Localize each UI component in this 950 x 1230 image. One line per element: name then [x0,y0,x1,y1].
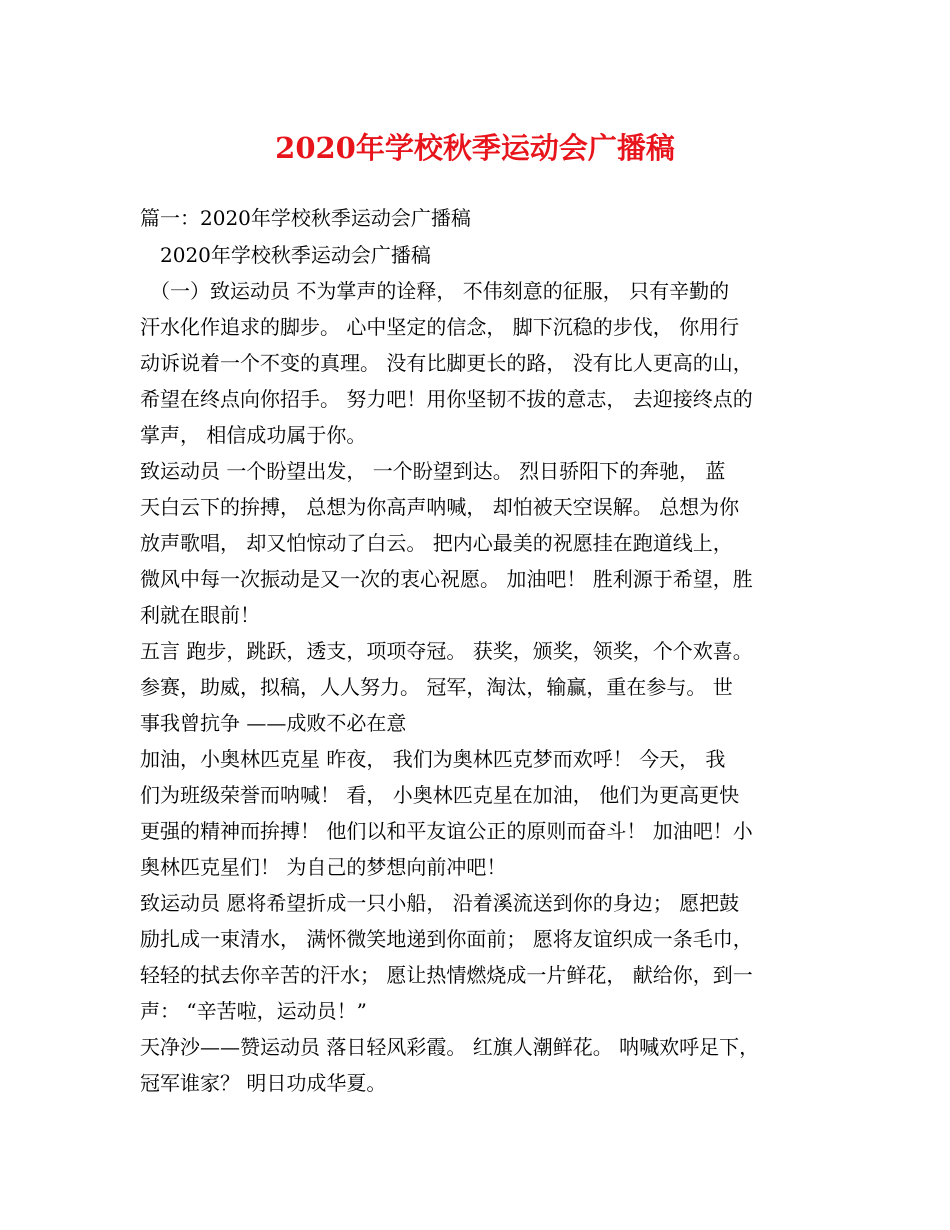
text-line: （一）致运动员 不为掌声的诠释， 不伟刻意的征服， 只有辛勤的 [140,279,730,303]
text-line: 励扎成一束清水， 满怀微笑地递到你面前； 愿将友谊织成一条毛巾， [140,927,753,951]
text-line: 动诉说着一个不变的真理。 没有比脚更长的路， 没有比人更高的山， [140,351,753,375]
text-line: 们为班级荣誉而呐喊！ 看， 小奥林匹克星在加油， 他们为更高更快 [140,783,740,807]
text-line: 五言 跑步，跳跃，透支，项项夺冠。 获奖，颁奖，领奖，个个欢喜。 [140,639,753,663]
text-line: 奥林匹克星们！ 为自己的梦想向前冲吧！ [140,855,507,879]
text-line: 致运动员 一个盼望出发， 一个盼望到达。 烈日骄阳下的奔驰， 蓝 [140,459,726,483]
text-line: 篇一：2020年学校秋季运动会广播稿 [140,206,471,230]
text-line: 轻轻的拭去你辛苦的汗水； 愿让热情燃烧成一片鲜花， 献给你，到一 [140,963,753,987]
text-line: 希望在终点向你招手。 努力吧！用你坚韧不拔的意志， 去迎接终点的 [140,387,753,411]
text-line: 致运动员 愿将希望折成一只小船， 沿着溪流送到你的身边； 愿把鼓 [140,891,740,915]
text-line: 利就在眼前！ [140,603,260,627]
text-line: 事我曾抗争 ——成败不必在意 [140,711,407,735]
text-line: 参赛，助威，拟稿，人人努力。 冠军，淘汰，输赢，重在参与。 世 [140,675,733,699]
text-line: 2020年学校秋季运动会广播稿 [140,243,431,267]
text-line: 加油，小奥林匹克星 昨夜， 我们为奥林匹克梦而欢呼！ 今天， 我 [140,747,726,771]
text-line: 天净沙——赞运动员 落日轻风彩霞。 红旗人潮鲜花。 呐喊欢呼足下， [140,1035,760,1059]
text-line: 掌声， 相信成功属于你。 [140,423,367,447]
document-title: 2020年学校秋季运动会广播稿 [275,131,675,165]
text-line: 冠军谁家？ 明日功成华夏。 [140,1071,387,1095]
text-line: 汗水化作追求的脚步。 心中坚定的信念， 脚下沉稳的步伐， 你用行 [140,315,740,339]
text-line: 放声歌唱， 却又怕惊动了白云。 把内心最美的祝愿挂在跑道线上， [140,531,733,555]
text-line: 微风中每一次振动是又一次的衷心祝愿。 加油吧！ 胜利源于希望，胜 [140,567,753,591]
text-line: 天白云下的拚搏， 总想为你高声呐喊， 却怕被天空误解。 总想为你 [140,495,740,519]
text-line: 声： “辛苦啦，运动员！” [140,999,367,1023]
text-line: 更强的精神而拚搏！ 他们以和平友谊公正的原则而奋斗！ 加油吧！小 [140,819,753,843]
